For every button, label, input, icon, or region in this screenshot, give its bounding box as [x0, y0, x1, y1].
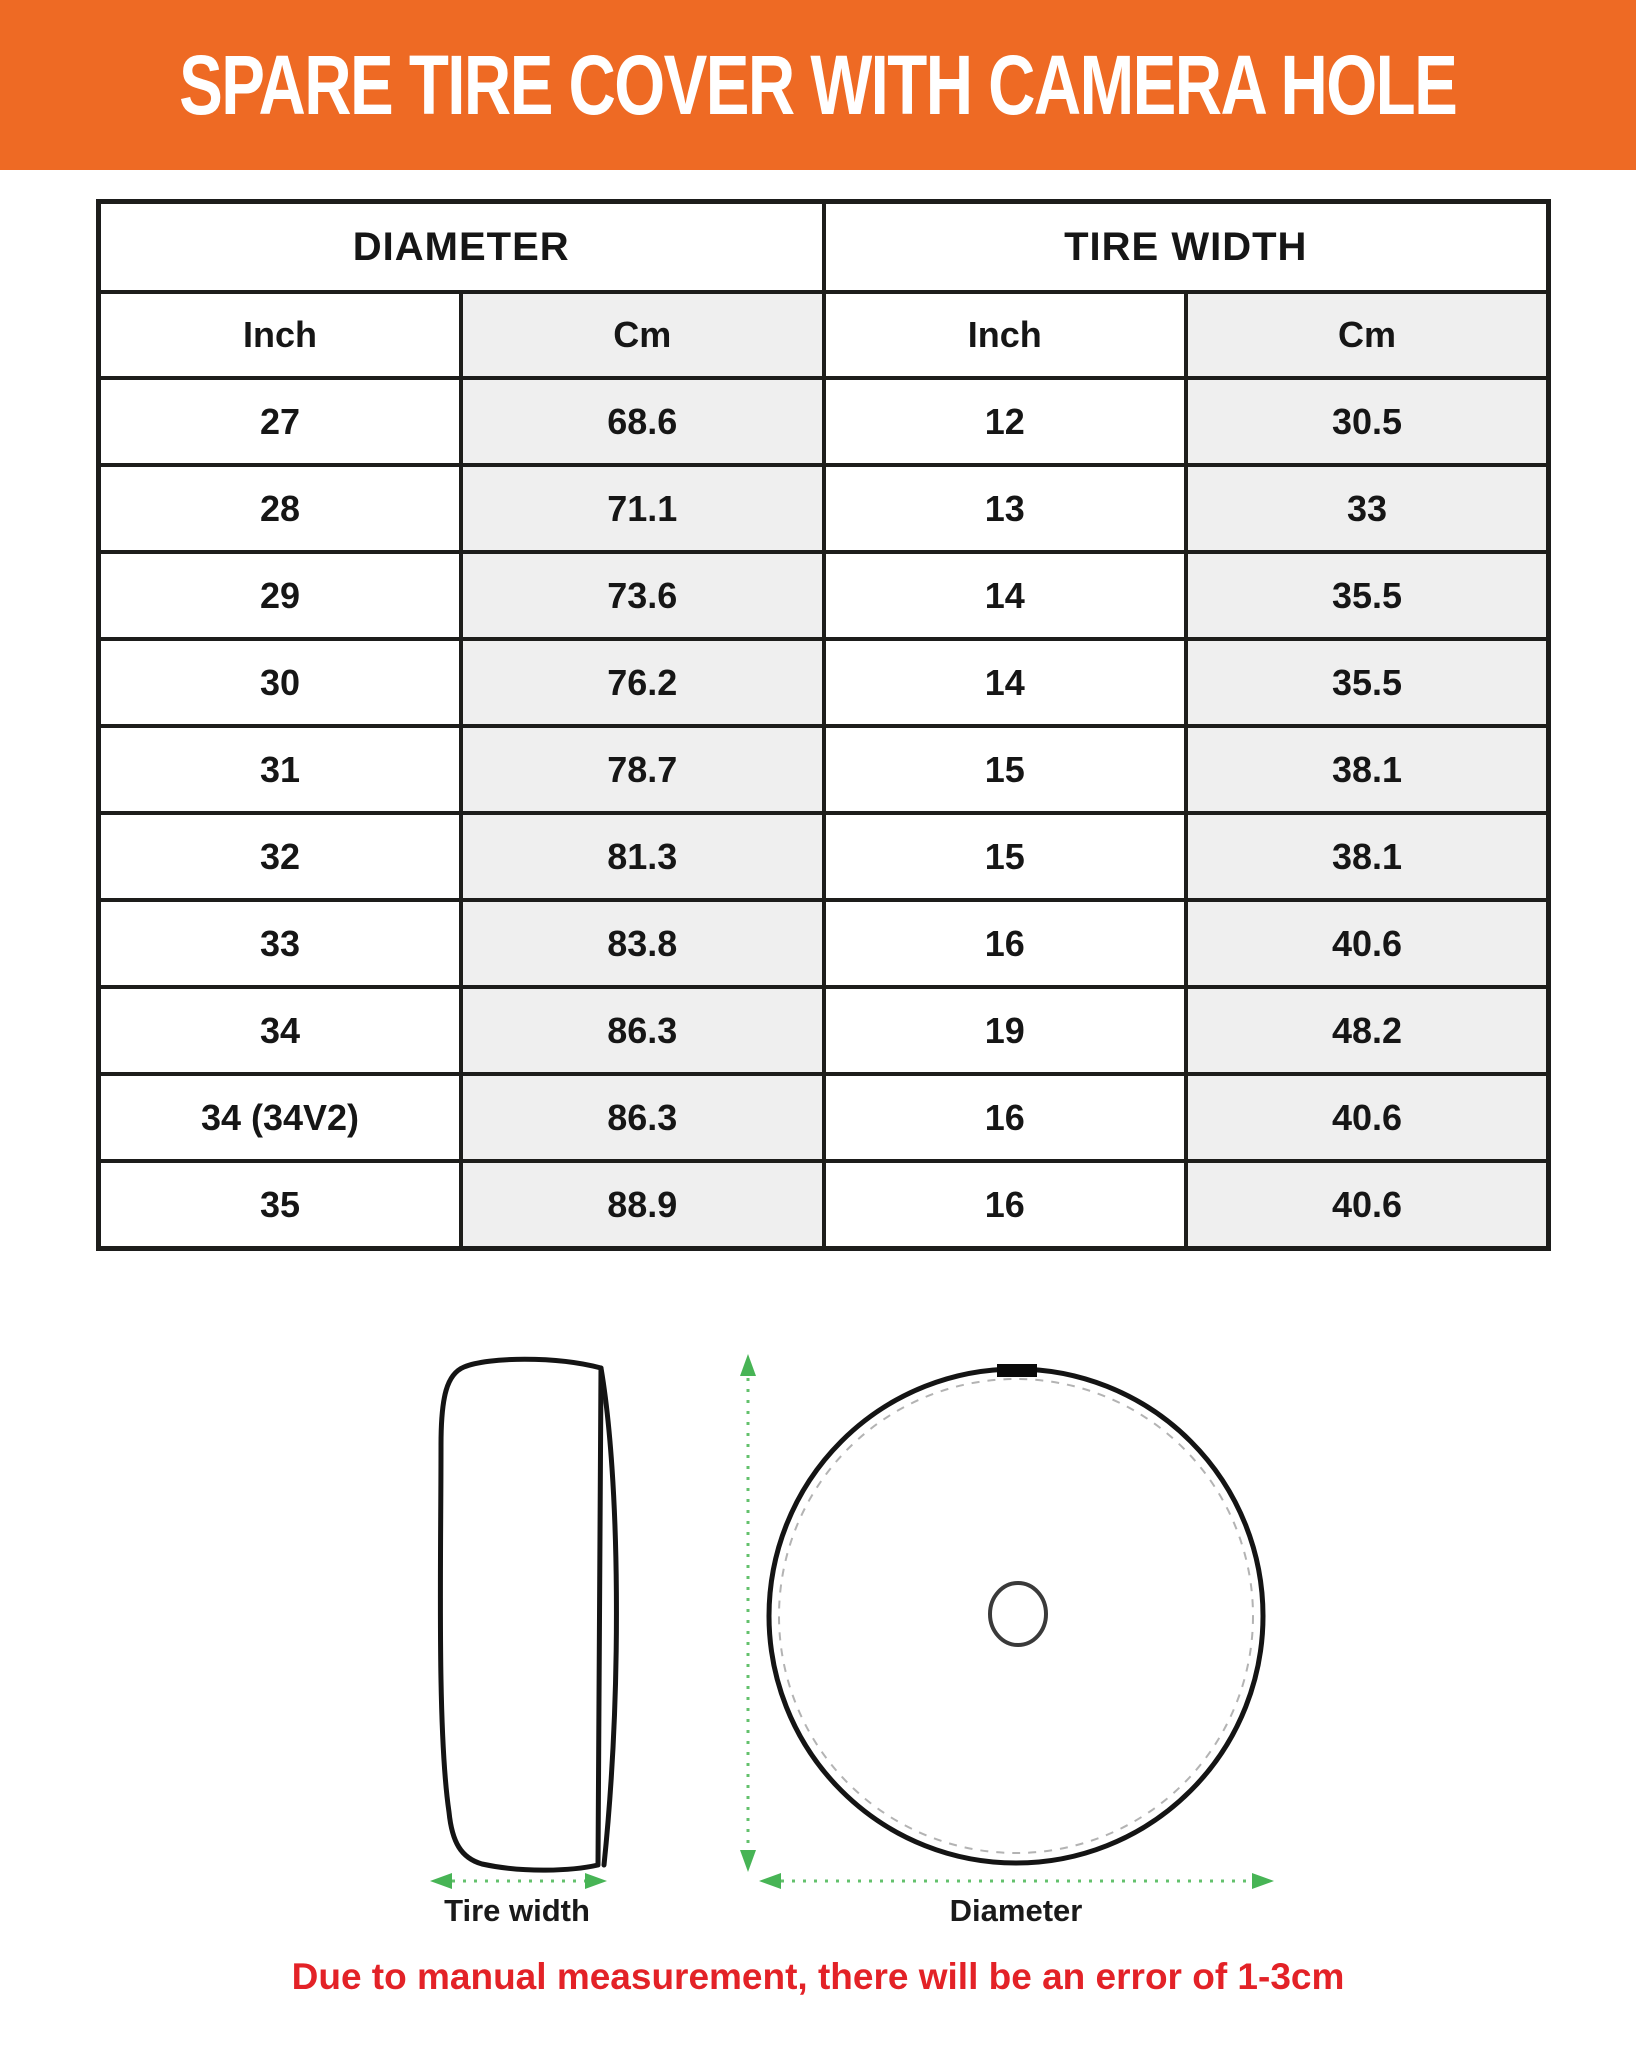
cell-diameter-inch: 30 — [99, 639, 462, 726]
cell-diameter-inch: 33 — [99, 900, 462, 987]
cell-width-cm: 40.6 — [1186, 1074, 1549, 1161]
cell-width-inch: 19 — [824, 987, 1187, 1074]
table-row — [99, 378, 1549, 465]
table-row — [99, 465, 1549, 552]
camera-hole — [990, 1583, 1046, 1645]
tire-width-arrow — [430, 1873, 607, 1889]
header-banner — [0, 0, 1636, 170]
table-row — [99, 1074, 1549, 1161]
cell-diameter-inch: 27 — [99, 378, 462, 465]
diameter-horizontal-arrow — [759, 1873, 1274, 1889]
column-header-inch: Inch — [99, 292, 462, 378]
col-group-tire-width: TIRE WIDTH — [824, 202, 1549, 293]
tire-side-view — [440, 1359, 616, 1870]
cell-diameter-cm: 81.3 — [461, 813, 824, 900]
cell-width-inch: 12 — [824, 378, 1187, 465]
diameter-vertical-arrow — [740, 1354, 756, 1872]
cell-diameter-cm: 71.1 — [461, 465, 824, 552]
cell-diameter-cm: 86.3 — [461, 987, 824, 1074]
cell-width-cm: 40.6 — [1186, 1161, 1549, 1249]
cell-width-inch: 13 — [824, 465, 1187, 552]
measurement-note: Due to manual measurement, there will be an error of 1-3cm — [291, 1956, 1345, 1997]
cell-width-inch: 16 — [824, 900, 1187, 987]
diameter-label: Diameter — [949, 1893, 1083, 1928]
column-header-cm: Cm — [461, 292, 824, 378]
cell-width-inch: 15 — [824, 813, 1187, 900]
cell-diameter-inch: 28 — [99, 465, 462, 552]
cell-width-cm: 38.1 — [1186, 813, 1549, 900]
cell-diameter-inch: 31 — [99, 726, 462, 813]
tire-front-view — [769, 1364, 1263, 1863]
cell-width-cm: 38.1 — [1186, 726, 1549, 813]
table-row — [99, 813, 1549, 900]
cell-diameter-cm: 88.9 — [461, 1161, 824, 1249]
tire-diagram — [0, 1330, 1636, 1990]
cell-diameter-inch: 32 — [99, 813, 462, 900]
cell-diameter-cm: 76.2 — [461, 639, 824, 726]
cell-width-inch: 14 — [824, 639, 1187, 726]
column-header-inch: Inch — [824, 292, 1187, 378]
size-table — [96, 199, 1551, 1251]
cell-diameter-inch: 34 (34V2) — [99, 1074, 462, 1161]
cell-width-cm: 35.5 — [1186, 639, 1549, 726]
cell-diameter-inch: 35 — [99, 1161, 462, 1249]
cell-width-inch: 15 — [824, 726, 1187, 813]
top-notch — [997, 1364, 1037, 1377]
table-row — [99, 987, 1549, 1074]
table-row — [99, 1161, 1549, 1249]
cell-width-cm: 48.2 — [1186, 987, 1549, 1074]
cell-diameter-cm: 78.7 — [461, 726, 824, 813]
table-group-header-row — [99, 202, 1549, 293]
cell-width-cm: 33 — [1186, 465, 1549, 552]
cell-diameter-cm: 86.3 — [461, 1074, 824, 1161]
cell-diameter-cm: 83.8 — [461, 900, 824, 987]
cell-diameter-inch: 34 — [99, 987, 462, 1074]
cell-diameter-cm: 68.6 — [461, 378, 824, 465]
cell-diameter-cm: 73.6 — [461, 552, 824, 639]
cell-width-cm: 40.6 — [1186, 900, 1549, 987]
cell-width-inch: 16 — [824, 1161, 1187, 1249]
page-title: SPARE TIRE COVER WITH CAMERA HOLE — [179, 37, 1457, 132]
tire-width-label: Tire width — [444, 1893, 590, 1928]
cell-width-cm: 35.5 — [1186, 552, 1549, 639]
table-row — [99, 900, 1549, 987]
col-group-diameter: DIAMETER — [99, 202, 824, 293]
cell-width-inch: 14 — [824, 552, 1187, 639]
table-row — [99, 726, 1549, 813]
table-row — [99, 552, 1549, 639]
cell-diameter-inch: 29 — [99, 552, 462, 639]
table-row — [99, 639, 1549, 726]
cell-width-cm: 30.5 — [1186, 378, 1549, 465]
table-subheader-row — [99, 292, 1549, 378]
cell-width-inch: 16 — [824, 1074, 1187, 1161]
column-header-cm: Cm — [1186, 292, 1549, 378]
